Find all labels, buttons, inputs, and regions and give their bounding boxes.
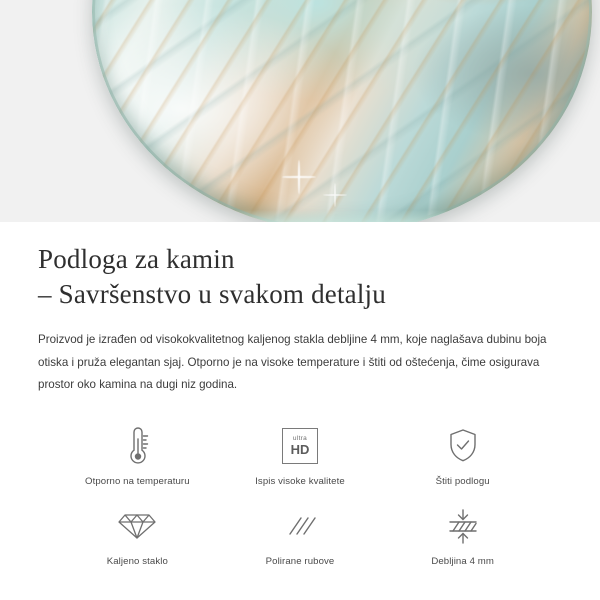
feature-item-tempered-glass [56, 503, 219, 567]
thickness-icon [444, 503, 482, 549]
page-title [38, 222, 562, 311]
shield-check-icon [445, 423, 481, 469]
plate-edge-shine [92, 210, 592, 222]
feature-item-thickness [381, 503, 544, 567]
hero-image [0, 0, 600, 222]
ultra-hd-badge-top: ultra [292, 434, 308, 442]
feature-item-polished-edges [219, 503, 382, 567]
feature-grid [38, 423, 562, 567]
feature-label: Otporno na temperaturu [85, 475, 190, 487]
product-description-text: Proizvod je izrađen od visokokvalitetnog kaljenog stakla debljine 4 mm, koje naglašava dubinu boja otiska i pruža elegantan sjaj. Otporno je na visoke temperature i štiti od oštećenja, čime osigurava prostor oko kamina na dugi niz godina. [38, 333, 547, 392]
headline-line-1: Podloga za kamin [38, 244, 235, 274]
feature-item-temperature [56, 423, 219, 487]
feature-label: Štiti podlogu [435, 475, 490, 487]
feature-item-print-quality [219, 423, 382, 487]
thermometer-icon [120, 423, 154, 469]
feature-label: Polirane rubove [265, 555, 335, 567]
feature-label: Kaljeno staklo [106, 555, 168, 567]
feature-label: Ispis visoke kvalitete [255, 475, 345, 487]
feature-label: Debljina 4 mm [431, 555, 494, 567]
diamond-icon [117, 503, 157, 549]
content-area [0, 222, 600, 567]
headline-line-2: – Savršenstvo u svakom detalju [38, 278, 386, 309]
feature-item-protection [381, 423, 544, 487]
marble-glass-plate [92, 0, 592, 222]
ultra-hd-badge-bottom: HD [290, 442, 310, 458]
polished-edges-icon [281, 503, 319, 549]
ultra-hd-icon [282, 423, 318, 469]
